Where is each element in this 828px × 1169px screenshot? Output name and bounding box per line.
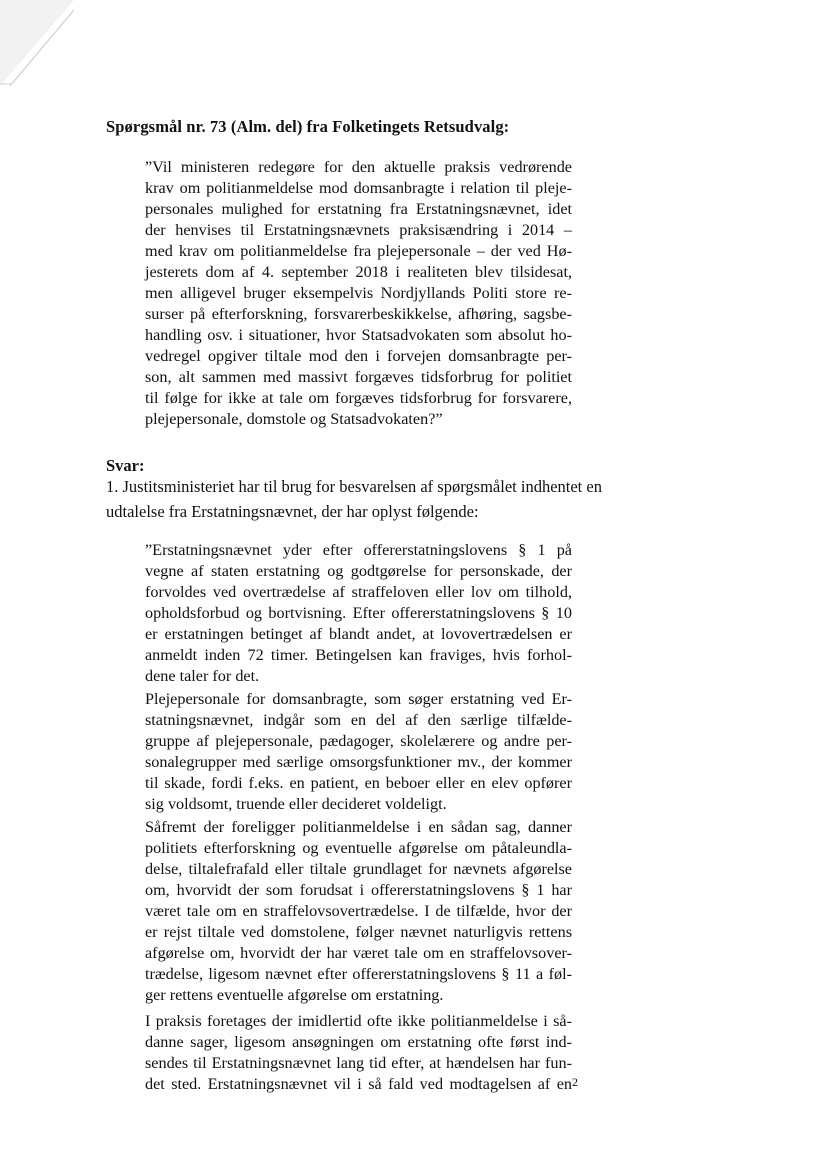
text-line: det sted. Erstatningsnævnet vil i så fald ved modtagelsen af en xyxy=(145,1075,572,1093)
text-line: politiets efterforskning og eventuelle afgørelse om påtaleundla- xyxy=(145,839,572,857)
text-line: til følge for ikke at tale om forgæves tidsforbrug for forsvarere, xyxy=(145,389,572,407)
text-line: jesterets dom af 4. september 2018 i realiteten blev tilsidesat, xyxy=(145,263,572,281)
text-line: men alligevel bruger eksempelvis Nordjyllands Politi store re- xyxy=(145,284,572,302)
answer-intro-paragraph xyxy=(106,474,602,524)
text-line: dene taler for det. xyxy=(145,667,260,685)
answer-heading: Svar: xyxy=(106,456,145,475)
text-line: forvoldes ved overtrædelse af straffeloven eller lov om tilhold, xyxy=(145,583,572,601)
text-line: gruppe af plejepersonale, pædagoger, skolelærere og andre per- xyxy=(145,732,572,750)
text-line: 1. Justitsministeriet har til brug for besvarelsen af spørgsmålet indhentet en xyxy=(106,477,602,496)
text-line: trædelse, ligesom nævnet efter offererstatningslovens § 11 a føl- xyxy=(145,965,572,983)
text-line: om, hvorvidt der som forudsat i offererstatningslovens § 1 har xyxy=(145,881,572,899)
quoted-paragraph-4 xyxy=(145,1011,572,1095)
text-line: Såfremt der foreligger politianmeldelse i en sådan sag, danner xyxy=(145,818,572,836)
text-line: ”Erstatningsnævnet yder efter offererstatningslovens § 1 på xyxy=(145,541,572,559)
text-line: er rejst tiltale ved domstolene, følger nævnet naturligvis rettens xyxy=(145,923,572,941)
text-line: handling osv. i situationer, hvor Statsadvokaten som absolut ho- xyxy=(145,326,572,344)
text-line: surser på efterforskning, forsvarerbeskikkelse, afhøring, sagsbe- xyxy=(145,305,572,323)
text-line: sonalegrupper med særlige omsorgsfunktioner mv., der kommer xyxy=(145,753,572,771)
question-quote xyxy=(145,157,572,430)
text-line: plejepersonale, domstole og Statsadvokaten?” xyxy=(145,410,443,428)
text-line: til skade, fordi f.eks. en patient, en beboer eller en elev opfører xyxy=(145,774,572,792)
text-line: været tale om en straffelovsovertrædelse. I de tilfælde, hvor der xyxy=(145,902,572,920)
quoted-paragraph-2 xyxy=(145,689,572,815)
text-line: udtalelse fra Erstatningsnævnet, der har oplyst følgende: xyxy=(106,502,479,521)
text-line: ”Vil ministeren redegøre for den aktuelle praksis vedrørende xyxy=(145,158,572,176)
text-line: er erstatningen betinget af blandt andet, at lovovertrædelsen er xyxy=(145,625,572,643)
text-line: med krav om politianmeldelse fra plejepersonale – der ved Hø- xyxy=(145,242,572,260)
text-line: opholdsforbud og bortvisning. Efter offererstatningslovens § 10 xyxy=(145,604,572,622)
page-fold-mark xyxy=(0,0,74,86)
page-number: 2 xyxy=(572,1075,578,1089)
text-line: I praksis foretages der imidlertid ofte ikke politianmeldelse i så- xyxy=(145,1012,572,1030)
text-line: sig voldsomt, truende eller decideret voldeligt. xyxy=(145,795,447,813)
text-line: afgørelse om, hvorvidt der har været tale om en straffelovsover- xyxy=(145,944,572,962)
quoted-paragraph-1 xyxy=(145,540,572,687)
text-line: anmeldt inden 72 timer. Betingelsen kan fraviges, hvis forhol- xyxy=(145,646,572,664)
text-line: danne sager, ligesom ansøgningen om erstatning ofte først ind- xyxy=(145,1033,572,1051)
text-line: Plejepersonale for domsanbragte, som søger erstatning ved Er- xyxy=(145,690,572,708)
text-line: ger rettens eventuelle afgørelse om erstatning. xyxy=(145,986,444,1004)
text-line: sendes til Erstatningsnævnet lang tid efter, at hændelsen har fun- xyxy=(145,1054,572,1072)
text-line: delse, tiltalefrafald eller tiltale grundlaget for nævnets afgørelse xyxy=(145,860,572,878)
text-line: son, alt sammen med massivt forgæves tidsforbrug for politiet xyxy=(145,368,572,386)
text-line: personales mulighed for erstatning fra Erstatningsnævnet, idet xyxy=(145,200,572,218)
question-heading: Spørgsmål nr. 73 (Alm. del) fra Folketingets Retsudvalg: xyxy=(106,117,510,136)
text-line: statningsnævnet, indgår som en del af den særlige tilfælde- xyxy=(145,711,572,729)
text-line: vegne af staten erstatning og godtgørelse for personskade, der xyxy=(145,562,572,580)
text-line: der henvises til Erstatningsnævnets praksisændring i 2014 – xyxy=(145,221,572,239)
text-line: krav om politianmeldelse mod domsanbragte i relation til pleje- xyxy=(145,179,572,197)
text-line: vedregel opgiver tiltale mod den i forvejen domsanbragte per- xyxy=(145,347,572,365)
quoted-paragraph-3 xyxy=(145,817,572,1006)
